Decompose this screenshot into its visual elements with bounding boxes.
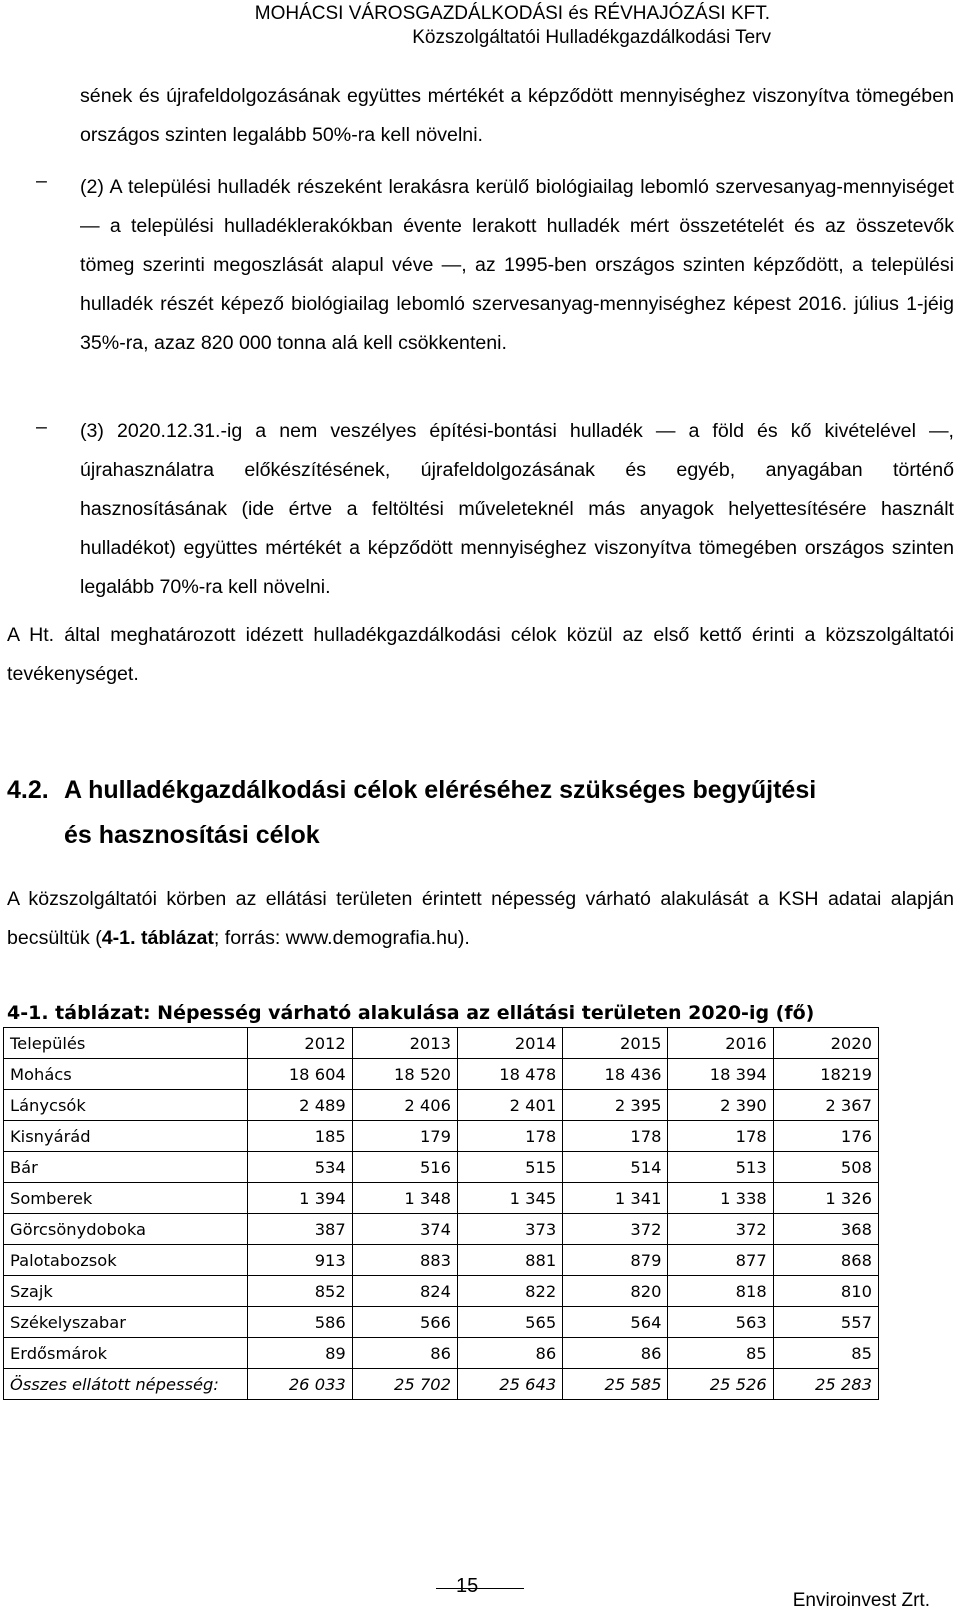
cell-value: 1 348: [352, 1183, 457, 1214]
cell-value: 881: [458, 1245, 563, 1276]
paragraph-item-3: (3) 2020.12.31.-ig a nem veszélyes építési-bontási hulladék — a föld és kő kivételével —, újrahasználatra előkészítésének, újrafeldolgozásának és egyéb, anyagában történő hasznosításának (ide értve a feltöltési műveleteknél más anyagok helyettesítésére használt hulladékot) együttes mértékét a képződött mennyiséghez viszonyítva tömegében országos szinten legalább 70%-ra kell növelni.: [80, 420, 954, 598]
cell-value: 179: [352, 1121, 457, 1152]
cell-value: 25 585: [563, 1369, 668, 1400]
col-header: Település: [4, 1028, 248, 1059]
cell-value: 2 390: [668, 1090, 773, 1121]
cell-value: 818: [668, 1276, 773, 1307]
list-dash: –: [36, 416, 47, 438]
cell-value: 372: [563, 1214, 668, 1245]
footer-company: Enviroinvest Zrt.: [792, 1590, 930, 1611]
cell-value: 820: [563, 1276, 668, 1307]
cell-settlement: Szajk: [4, 1276, 248, 1307]
cell-value: 18 436: [563, 1059, 668, 1090]
cell-settlement: Bár: [4, 1152, 248, 1183]
col-header: 2014: [458, 1028, 563, 1059]
col-header: 2013: [352, 1028, 457, 1059]
cell-value: 86: [352, 1338, 457, 1369]
footer-divider: [436, 1588, 524, 1589]
cell-value: 18219: [773, 1059, 878, 1090]
cell-value: 1 345: [458, 1183, 563, 1214]
cell-value: 372: [668, 1214, 773, 1245]
cell-value: 1 394: [247, 1183, 352, 1214]
cell-value: 586: [247, 1307, 352, 1338]
table-reference: 4-1. táblázat: [101, 927, 214, 949]
paragraph-summary: A Ht. által meghatározott idézett hulladékgazdálkodási célok közül az első kettő érinti a közszolgáltatói tevékenységet.: [7, 624, 954, 685]
col-header: 2020: [773, 1028, 878, 1059]
cell-settlement: Görcsönydoboka: [4, 1214, 248, 1245]
paragraph-continuation: sének és újrafeldolgozásának együttes mértékét a képződött mennyiséghez viszonyítva tömegében országos szinten legalább 50%-ra kell növelni.: [80, 85, 954, 146]
table-row: [4, 1307, 879, 1338]
section-number: 4.2.: [7, 776, 49, 804]
cell-value: 824: [352, 1276, 457, 1307]
table-row: [4, 1090, 879, 1121]
cell-value: 25 283: [773, 1369, 878, 1400]
cell-value: 913: [247, 1245, 352, 1276]
cell-value: 1 326: [773, 1183, 878, 1214]
cell-value: 178: [563, 1121, 668, 1152]
population-table: [3, 1027, 879, 1400]
cell-settlement: Somberek: [4, 1183, 248, 1214]
cell-value: 514: [563, 1152, 668, 1183]
table-total-row: [4, 1369, 879, 1400]
cell-settlement: Palotabozsok: [4, 1245, 248, 1276]
header-doc-title: Közszolgáltatói Hulladékgazdálkodási Terv: [412, 27, 771, 48]
cell-value: 879: [563, 1245, 668, 1276]
header-company: MOHÁCSI VÁROSGAZDÁLKODÁSI és RÉVHAJÓZÁSI KFT.: [254, 3, 770, 24]
cell-value: 534: [247, 1152, 352, 1183]
table-row: [4, 1245, 879, 1276]
table-row: [4, 1152, 879, 1183]
cell-value: 18 520: [352, 1059, 457, 1090]
cell-value: 387: [247, 1214, 352, 1245]
cell-value: 86: [563, 1338, 668, 1369]
cell-value: 85: [668, 1338, 773, 1369]
cell-value: 178: [668, 1121, 773, 1152]
cell-value: 185: [247, 1121, 352, 1152]
cell-value: 178: [458, 1121, 563, 1152]
cell-value: 373: [458, 1214, 563, 1245]
cell-value: 2 367: [773, 1090, 878, 1121]
cell-value: 85: [773, 1338, 878, 1369]
cell-value: 868: [773, 1245, 878, 1276]
table-row: [4, 1276, 879, 1307]
cell-value: 18 478: [458, 1059, 563, 1090]
list-dash: –: [36, 170, 47, 192]
table-row: [4, 1121, 879, 1152]
cell-value: 1 338: [668, 1183, 773, 1214]
cell-value: 565: [458, 1307, 563, 1338]
section-heading: [7, 768, 816, 858]
cell-value: 86: [458, 1338, 563, 1369]
cell-value: 2 395: [563, 1090, 668, 1121]
cell-value: 18 604: [247, 1059, 352, 1090]
cell-value: 883: [352, 1245, 457, 1276]
cell-value: 2 489: [247, 1090, 352, 1121]
cell-value: 368: [773, 1214, 878, 1245]
cell-value: 176: [773, 1121, 878, 1152]
cell-value: 515: [458, 1152, 563, 1183]
cell-value: 557: [773, 1307, 878, 1338]
cell-settlement: Kisnyárád: [4, 1121, 248, 1152]
cell-settlement: Mohács: [4, 1059, 248, 1090]
cell-settlement: Erdősmárok: [4, 1338, 248, 1369]
page-header: [0, 2, 960, 50]
table-row: [4, 1338, 879, 1369]
cell-value: 25 702: [352, 1369, 457, 1400]
cell-value: 564: [563, 1307, 668, 1338]
table-header-row: [4, 1028, 879, 1059]
cell-value: 563: [668, 1307, 773, 1338]
table-caption: 4-1. táblázat: Népesség várható alakulása az ellátási területen 2020-ig (fő): [7, 1002, 815, 1024]
page-number: 15: [456, 1575, 479, 1597]
cell-value: 89: [247, 1338, 352, 1369]
cell-value: 810: [773, 1276, 878, 1307]
cell-value: 374: [352, 1214, 457, 1245]
cell-value: 1 341: [563, 1183, 668, 1214]
cell-value: 822: [458, 1276, 563, 1307]
table-row: [4, 1059, 879, 1090]
cell-settlement: Összes ellátott népesség:: [4, 1369, 248, 1400]
cell-value: 25 643: [458, 1369, 563, 1400]
table-row: [4, 1183, 879, 1214]
cell-value: 26 033: [247, 1369, 352, 1400]
cell-value: 2 406: [352, 1090, 457, 1121]
cell-value: 2 401: [458, 1090, 563, 1121]
cell-value: 508: [773, 1152, 878, 1183]
cell-settlement: Lánycsók: [4, 1090, 248, 1121]
cell-value: 25 526: [668, 1369, 773, 1400]
cell-value: 877: [668, 1245, 773, 1276]
cell-value: 566: [352, 1307, 457, 1338]
paragraph-item-2: (2) A települési hulladék részeként lerakásra kerülő biológiailag lebomló szervesanyag-mennyiséget — a települési hulladéklerakókban évente lerakott hulladék mért összetételét és az összetevők tömeg szerinti megoszlását alapul véve —, az 1995-ben országos szinten képződött, a települési hulladék részét képező biológiailag lebomló szervesanyag-mennyiséghez képest 2016. július 1-jéig 35%-ra, azaz 820 000 tonna alá kell csökkenteni.: [80, 176, 954, 354]
col-header: 2016: [668, 1028, 773, 1059]
cell-value: 18 394: [668, 1059, 773, 1090]
col-header: 2012: [247, 1028, 352, 1059]
cell-value: 516: [352, 1152, 457, 1183]
section-title-line2: és hasznosítási célok: [64, 821, 320, 849]
cell-value: 852: [247, 1276, 352, 1307]
cell-settlement: Székelyszabar: [4, 1307, 248, 1338]
col-header: 2015: [563, 1028, 668, 1059]
cell-value: 513: [668, 1152, 773, 1183]
paragraph-intro: A közszolgáltatói körben az ellátási területen érintett népesség várható alakulását a KSH adatai alapján becsültük (4-1. táblázat; forrás: www.demografia.hu).: [7, 888, 954, 949]
table-row: [4, 1214, 879, 1245]
section-title-line1: A hulladékgazdálkodási célok eléréséhez szükséges begyűjtési: [64, 776, 817, 804]
